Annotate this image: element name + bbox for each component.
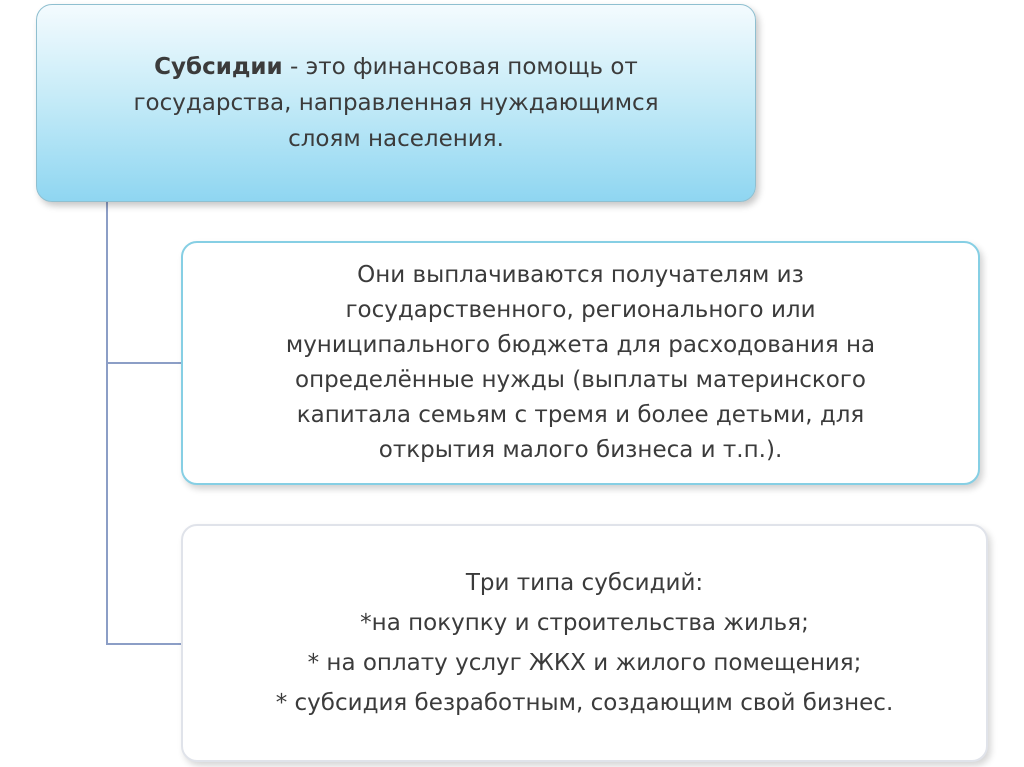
connector-branch-payment bbox=[106, 362, 182, 364]
definition-line-1-rest: - это финансовая помощь от bbox=[282, 54, 638, 80]
payment-line-2: государственного, регионального или bbox=[345, 297, 816, 323]
payment-line-1: Они выплачиваются получателям из bbox=[357, 262, 804, 288]
subsidy-types-box bbox=[181, 524, 988, 762]
payment-line-6: открытия малого бизнеса и т.п.). bbox=[378, 437, 783, 463]
definition-term: Субсидии bbox=[154, 54, 283, 80]
payment-line-3: муниципального бюджета для расходования на bbox=[285, 332, 876, 358]
payment-line-5: капитала семьям с тремя и более детьми, для bbox=[296, 402, 865, 428]
types-heading: Три типа субсидий: bbox=[465, 570, 704, 596]
types-item-unemployed: * субсидия безработным, создающим свой бизнес. bbox=[275, 690, 894, 716]
connector-branch-types bbox=[106, 643, 182, 645]
definition-line-1 bbox=[154, 49, 638, 85]
payment-line-4: определённые нужды (выплаты материнского bbox=[295, 367, 866, 393]
definition-line-2: государства, направленная нуждающимся bbox=[133, 90, 659, 116]
types-item-housing: *на покупку и строительства жилья; bbox=[360, 610, 809, 636]
definition-box bbox=[36, 4, 756, 202]
definition-line-3: слоям населения. bbox=[288, 126, 504, 152]
types-item-utilities: * на оплату услуг ЖКХ и жилого помещения; bbox=[307, 650, 862, 676]
payment-info-box bbox=[181, 241, 980, 485]
connector-vertical bbox=[106, 202, 108, 645]
